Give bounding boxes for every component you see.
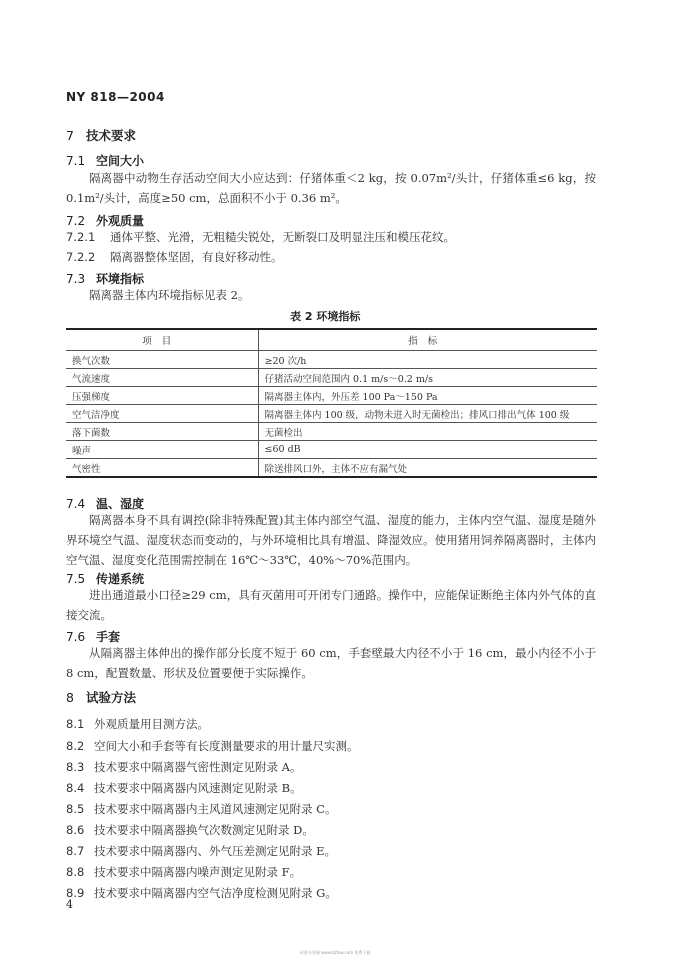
table-cell: 气密性 [66, 459, 258, 478]
section-number: 7.1 [66, 154, 86, 168]
table-cell: 隔离器主体内 100 级，动物未进入时无菌检出；排风口排出气体 100 级 [258, 405, 597, 423]
section-number: 7.3 [66, 272, 86, 286]
table-row [66, 441, 597, 459]
section-7-heading [66, 126, 136, 144]
item-text: 技术要求中隔离器内风速测定见附录 B。 [94, 781, 302, 795]
environment-table [66, 328, 597, 478]
method-item [66, 714, 209, 734]
item-number: 8.5 [66, 802, 85, 816]
item-number: 8.2 [66, 739, 85, 753]
table-row [66, 459, 597, 478]
table-row [66, 369, 597, 387]
section-title: 技术要求 [86, 128, 137, 143]
item-text: 隔离器整体坚固，有良好移动性。 [110, 250, 283, 264]
table-row [66, 351, 597, 369]
method-item [66, 841, 336, 861]
footer-watermark: 标准分享网 www.bzfxw.com 免费下载 [300, 950, 371, 955]
table-cell: 除送排风口外，主体不应有漏气处 [258, 459, 597, 478]
section-number: 7.5 [66, 572, 86, 586]
method-item [66, 883, 337, 903]
table-header-cell: 指标 [258, 329, 597, 351]
section-7-2-2 [66, 247, 283, 267]
section-title: 外观质量 [96, 214, 145, 228]
item-number: 8.1 [66, 717, 85, 731]
method-item [66, 820, 314, 840]
method-item [66, 799, 336, 819]
method-item [66, 757, 301, 777]
section-title: 传递系统 [96, 572, 145, 586]
section-8-heading [66, 688, 136, 706]
item-text: 技术要求中隔离器内空气洁净度检测见附录 G。 [94, 886, 337, 900]
item-text: 技术要求中隔离器气密性测定见附录 A。 [94, 760, 302, 774]
table-cell: 隔离器主体内，外压差 100 Pa～150 Pa [258, 387, 597, 405]
standard-code: NY 818—2004 [66, 90, 165, 104]
page-number: 4 [66, 898, 73, 911]
item-number: 8.4 [66, 781, 85, 795]
table-row [66, 387, 597, 405]
section-title: 温、湿度 [96, 497, 145, 511]
section-7-4-text: 隔离器本身不具有调控(除非特殊配置)其主体内部空气温、湿度的能力，主体内空气温、湿度是随外界环境空气温、湿度状态而变动的，与外环境相比具有增温、降湿效应。使用猪用饲养隔离器时，主体内空气温、湿度变化范围需控制在 16℃～33℃，40%～70%范围内。 [66, 513, 596, 567]
table-caption: 表 2 环境指标 [290, 310, 361, 323]
table-cell: 噪声 [66, 441, 258, 459]
table-header-row [66, 329, 597, 351]
section-number: 7 [66, 128, 74, 143]
table-cell: ≤60 dB [258, 441, 597, 459]
section-title: 环境指标 [96, 272, 145, 286]
item-number: 8.6 [66, 823, 85, 837]
table-cell: 换气次数 [66, 351, 258, 369]
table-cell: 压强梯度 [66, 387, 258, 405]
section-7-6-text: 从隔离器主体伸出的操作部分长度不短于 60 cm，手套壁最大内径不小于 16 cm，最小内径不小于 8 cm，配置数量、形状及位置要便于实际操作。 [66, 646, 596, 680]
section-title: 手套 [96, 630, 121, 644]
table-header-cell: 项目 [66, 329, 258, 351]
item-number: 8.9 [66, 886, 85, 900]
section-title: 试验方法 [86, 690, 137, 705]
item-text: 通体平整、光滑，无粗糙尖锐处，无断裂口及明显注压和模压花纹。 [110, 230, 455, 244]
item-text: 技术要求中隔离器内噪声测定见附录 F。 [94, 865, 302, 879]
section-number: 8 [66, 690, 74, 705]
section-7-2-1 [66, 227, 455, 247]
item-number: 8.8 [66, 865, 85, 879]
table-cell: 空气洁净度 [66, 405, 258, 423]
item-text: 技术要求中隔离器内、外气压差测定见附录 E。 [94, 844, 337, 858]
method-item [66, 778, 302, 798]
section-7-1-text: 隔离器中动物生存活动空间大小应达到：仔猪体重＜2 kg，按 0.07m²/头计，仔猪体重≤6 kg，按 0.1m²/头计，高度≥50 cm，总面积不小于 0.36 m²。 [66, 171, 596, 205]
method-item [66, 862, 301, 882]
section-number: 7.6 [66, 630, 86, 644]
table-row [66, 423, 597, 441]
item-text: 技术要求中隔离器换气次数测定见附录 D。 [94, 823, 314, 837]
item-number: 8.7 [66, 844, 85, 858]
table-cell: ≥20 次/h [258, 351, 597, 369]
item-text: 空间大小和手套等有长度测量要求的用计量尺实测。 [94, 739, 359, 753]
section-title: 空间大小 [96, 154, 145, 168]
table-cell: 仔猪活动空间范围内 0.1 m/s～0.2 m/s [258, 369, 597, 387]
table-cell: 无菌检出 [258, 423, 597, 441]
section-7-3-text: 隔离器主体内环境指标见表 2。 [89, 288, 250, 302]
item-number: 7.2.1 [66, 230, 96, 244]
item-text: 外观质量用目测方法。 [94, 717, 209, 731]
table-row [66, 405, 597, 423]
section-number: 7.2 [66, 214, 86, 228]
section-7-1-heading [66, 152, 144, 169]
method-item [66, 736, 359, 756]
item-number: 7.2.2 [66, 250, 96, 264]
section-7-5-text: 进出通道最小口径≥29 cm，具有灭菌用可开闭专门通路。操作中，应能保证断绝主体内外气体的直接交流。 [66, 588, 596, 622]
section-number: 7.4 [66, 497, 86, 511]
item-text: 技术要求中隔离器内主风道风速测定见附录 C。 [94, 802, 337, 816]
table-cell: 气流速度 [66, 369, 258, 387]
table-cell: 落下菌数 [66, 423, 258, 441]
item-number: 8.3 [66, 760, 85, 774]
